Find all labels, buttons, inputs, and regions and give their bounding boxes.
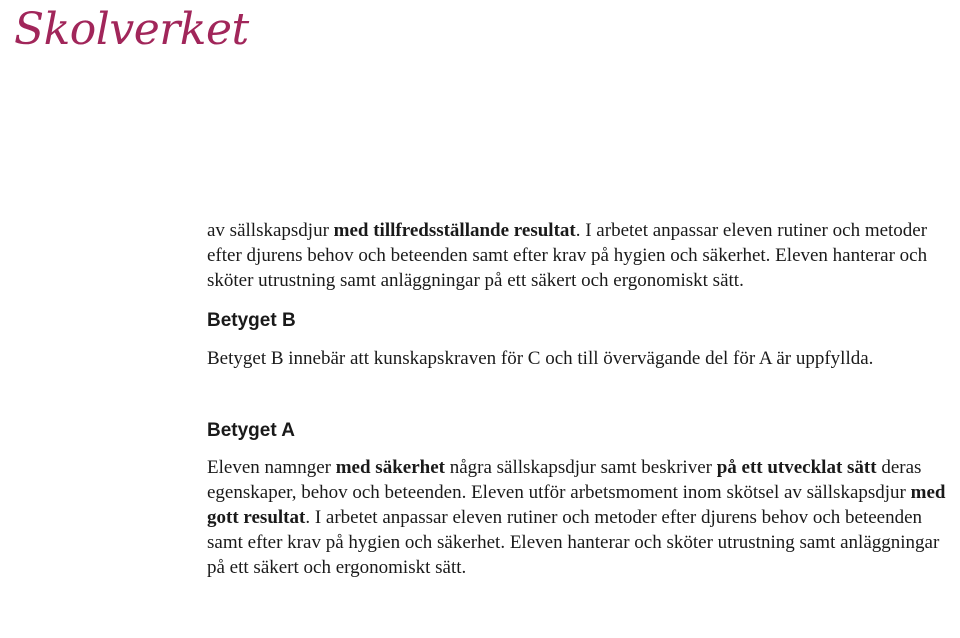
heading-grade-b: Betyget B bbox=[207, 310, 296, 331]
bold-phrase: på ett utvecklat sätt bbox=[716, 457, 877, 478]
text-run: av sällskapsdjur bbox=[207, 220, 334, 241]
text-run: Eleven namnger bbox=[207, 457, 336, 478]
text-run: . I arbetet anpassar eleven rutiner och metoder efter djurens behov och beteenden samt efter krav på hygien och säkerhet. Eleven hanterar och sköter utrustning samt anläggningar på ett säkert och ergonomiskt sätt. bbox=[207, 220, 928, 291]
paragraph-grade-c-continuation bbox=[207, 218, 959, 293]
paragraph-grade-a bbox=[207, 455, 959, 580]
text-run: några sällskapsdjur samt beskriver bbox=[444, 457, 717, 478]
heading-grade-a: Betyget A bbox=[207, 420, 295, 441]
paragraph-grade-b: Betyget B innebär att kunskapskraven för C och till övervägande del för A är uppfyllda. bbox=[207, 348, 874, 369]
text-run: . I arbetet anpassar eleven rutiner och metoder efter djurens behov och beteenden samt efter krav på hygien och säkerhet. Eleven hanterar och sköter utrustning samt anläggningar på ett säkert och ergonomiskt sätt. bbox=[207, 507, 940, 578]
bold-phrase: med säkerhet bbox=[335, 457, 445, 478]
text-run: deras egenskaper, behov och beteenden. Eleven utför arbetsmoment inom skötsel av sällskapsdjur bbox=[207, 457, 922, 503]
bold-phrase: med tillfredsställande resultat bbox=[333, 220, 576, 241]
bold-phrase: med gott resultat bbox=[207, 482, 946, 528]
document-body bbox=[207, 218, 959, 580]
skolverket-logo: Skolverket bbox=[14, 4, 249, 55]
